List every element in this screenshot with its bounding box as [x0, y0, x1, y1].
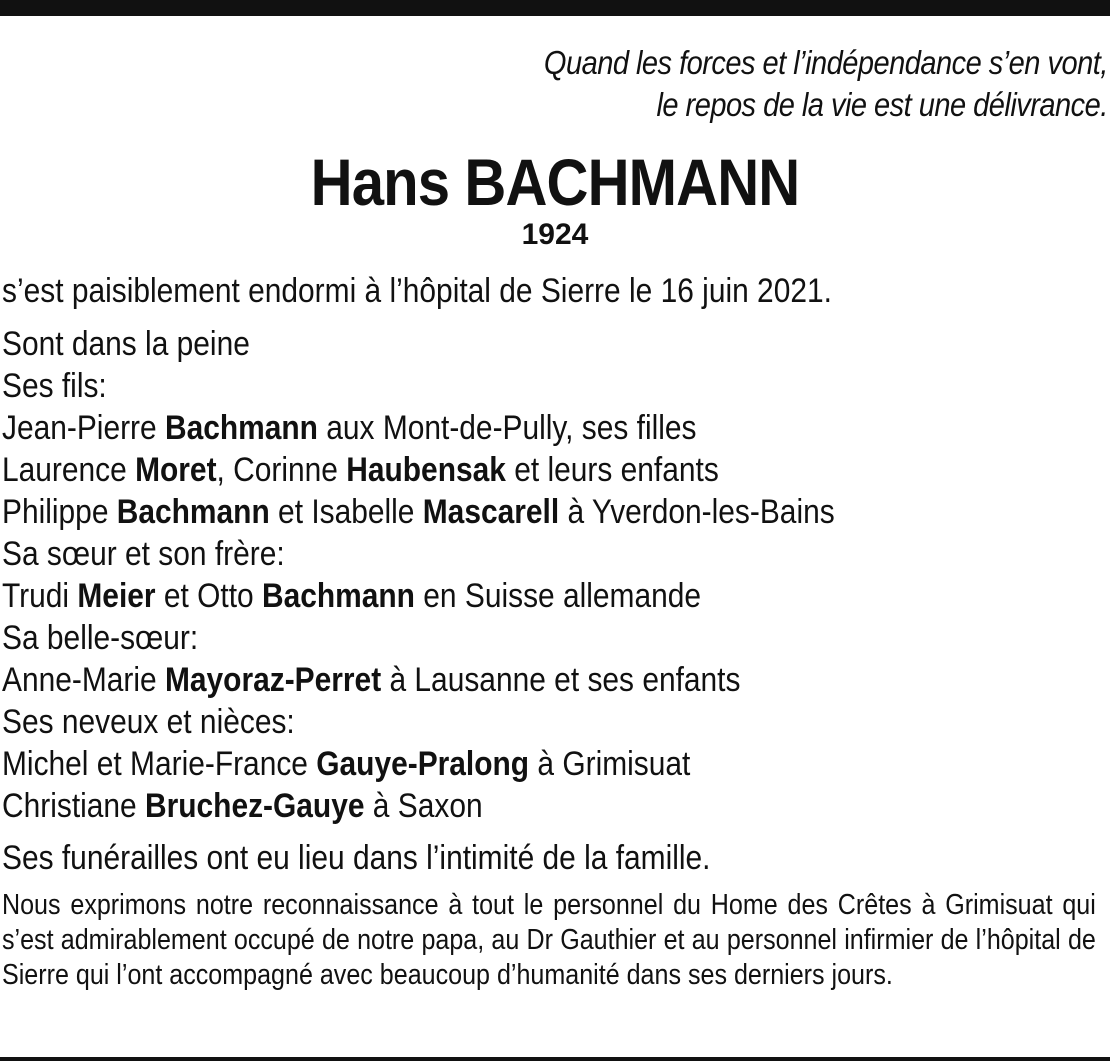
mourner-surname: Bachmann [164, 409, 318, 447]
mourner-text: Philippe [2, 493, 117, 531]
mourner-text: Laurence [2, 451, 136, 489]
mourner-surname: Mayoraz-Perret [164, 661, 382, 699]
epigraph-line-1: Quand les forces et l’indépendance s’en vont, [544, 44, 1108, 81]
mourner-text: Jean-Pierre [2, 409, 165, 447]
mourner-text: Anne-Marie [2, 661, 165, 699]
acknowledgement-paragraph: Nous exprimons notre reconnaissance à tout le personnel du Home des Crêtes à Grimisuat qui s’est admirablement occupé de notre papa, au Dr Gauthier et au personnel infirmier de l’hôpital de Sierre qui l’ont accompagné avec beaucoup d’humanité dans ses derniers jours. [2, 889, 1096, 991]
top-border-rule [0, 0, 1110, 16]
mourner-text: en Suisse allemande [414, 577, 702, 615]
sons-heading: Ses fils: [2, 367, 107, 405]
mourner-text: et Otto [155, 577, 262, 615]
mourner-line-laurence [2, 449, 719, 491]
mourner-surname: Bachmann [261, 577, 415, 615]
mourner-surname: Bachmann [116, 493, 270, 531]
mourner-text: Trudi [2, 577, 78, 615]
mourner-text: à Yverdon-les-Bains [559, 493, 835, 531]
mourner-line-jean-pierre [2, 407, 697, 449]
mourner-text: aux Mont-de-Pully, ses filles [317, 409, 697, 447]
epigraph-quote [544, 42, 1108, 126]
mourner-line-trudi [2, 575, 701, 617]
mourner-surname: Gauye-Pralong [316, 745, 530, 783]
mourner-text: et leurs enfants [505, 451, 719, 489]
mourner-surname: Mascarell [422, 493, 560, 531]
mourner-text: , Corinne [216, 451, 347, 489]
mourner-text: Michel et Marie-France [2, 745, 317, 783]
funeral-line: Ses funérailles ont eu lieu dans l’intimité de la famille. [2, 839, 711, 877]
mourner-text: à Grimisuat [529, 745, 691, 783]
nephews-heading: Ses neveux et nièces: [2, 703, 295, 741]
mourner-line-philippe [2, 491, 835, 533]
sister-in-law-heading: Sa belle-sœur: [2, 619, 199, 657]
mourner-surname: Meier [77, 577, 156, 615]
bottom-border-rule [0, 1057, 1110, 1061]
siblings-heading: Sa sœur et son frère: [2, 535, 285, 573]
mourner-text: et Isabelle [269, 493, 423, 531]
mourner-line-christiane [2, 785, 483, 827]
mourner-surname: Moret [135, 451, 217, 489]
mourner-surname: Bruchez-Gauye [145, 787, 365, 825]
deceased-name: Hans BACHMANN [310, 145, 800, 219]
mourner-line-anne-marie [2, 659, 740, 701]
mourner-line-michel [2, 743, 690, 785]
mourner-surname: Haubensak [346, 451, 506, 489]
epigraph-line-2: le repos de la vie est une délivrance. [656, 86, 1108, 123]
mourners-intro: Sont dans la peine [2, 325, 250, 363]
mourner-text: à Lausanne et ses enfants [381, 661, 741, 699]
mourner-text: Christiane [2, 787, 146, 825]
announcement-line: s’est paisiblement endormi à l’hôpital de Sierre le 16 juin 2021. [2, 272, 832, 310]
mourner-text: à Saxon [364, 787, 483, 825]
birth-year: 1924 [521, 218, 589, 251]
